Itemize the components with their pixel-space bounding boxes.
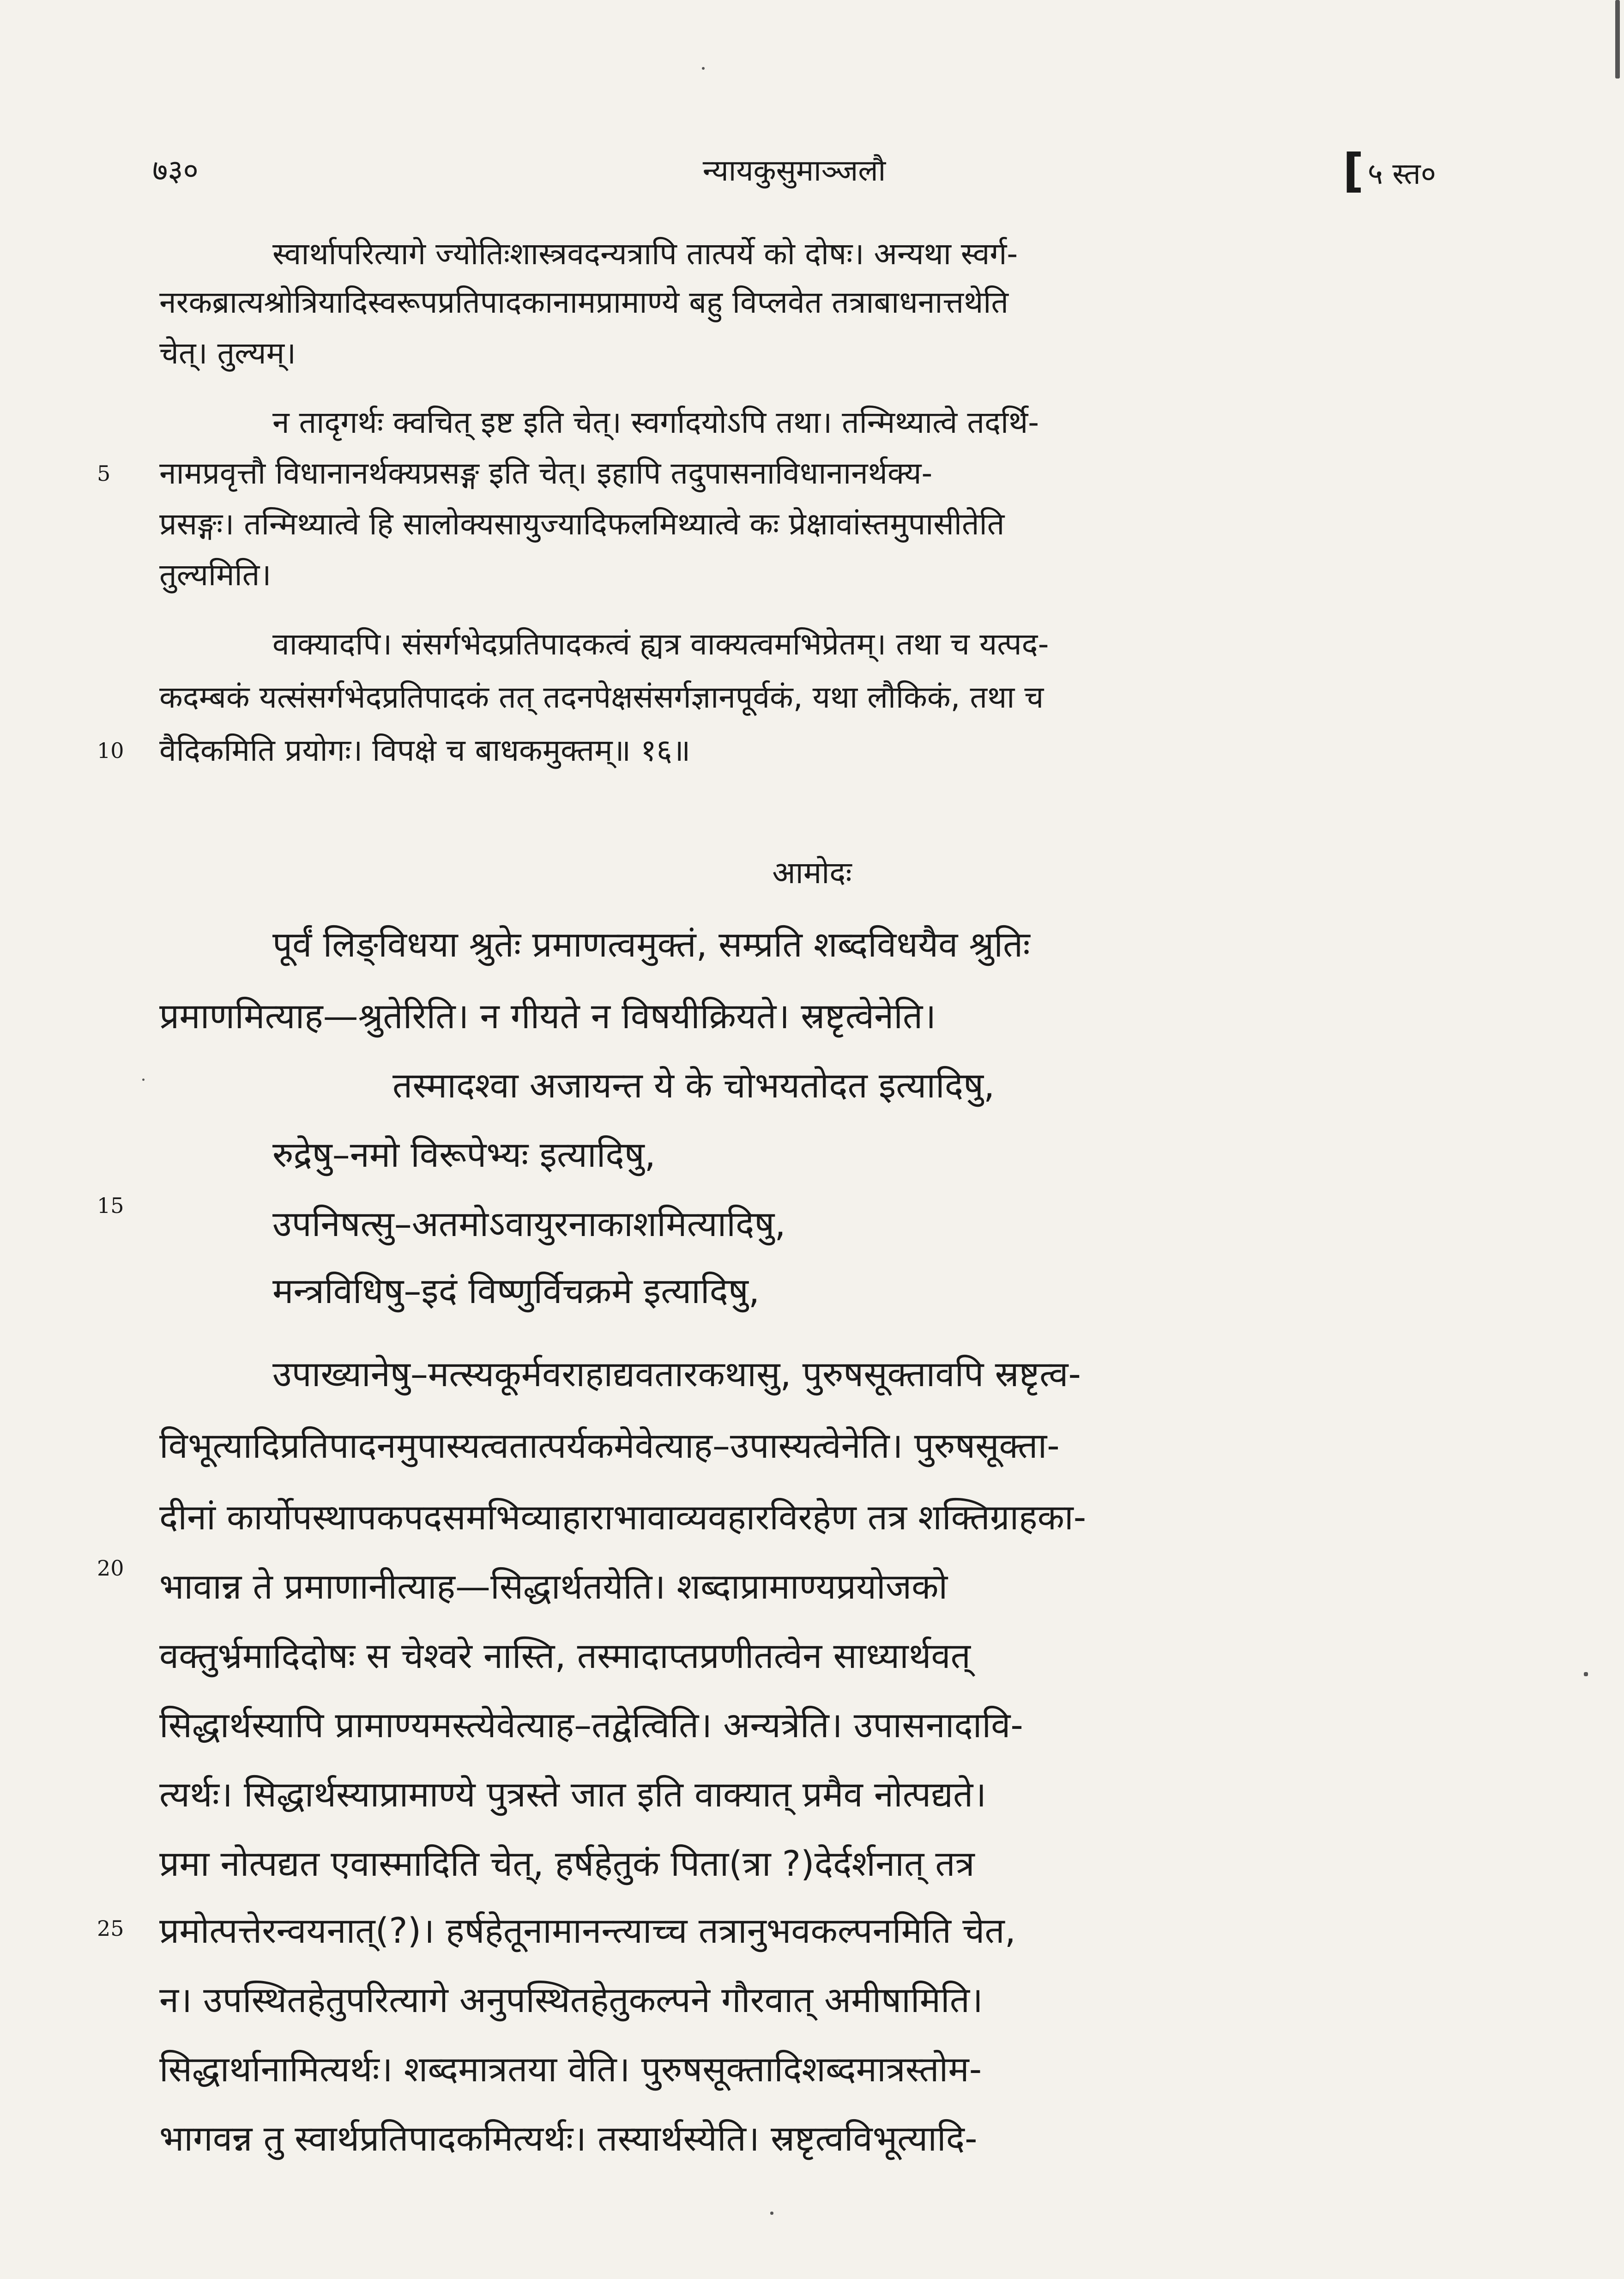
amoda-line: रुद्रेषु–नमो विरूपेभ्यः इत्यादिषु, bbox=[272, 1134, 656, 1175]
section-heading: आमोदः bbox=[772, 855, 852, 891]
amoda-line: वक्तुर्भ्रमादिदोषः स चेश्वरे नास्ति, तस्मादाप्तप्रणीतत्वेन साध्यार्थवत् bbox=[159, 1635, 971, 1676]
commentary-line: वैदिकमिति प्रयोगः। विपक्षे च बाधकमुक्तम्॥ १६॥ bbox=[159, 733, 691, 768]
margin-line-number: 25 bbox=[97, 1916, 124, 1941]
amoda-line: सिद्धार्थस्यापि प्रामाण्यमस्त्येवेत्याह–तद्वेत्विति। अन्यत्रेति। उपासनादावि- bbox=[159, 1704, 1023, 1746]
margin-line-number: 15 bbox=[97, 1193, 124, 1218]
amoda-line: दीनां कार्योपस्थापकपदसमभिव्याहाराभावाव्यवहारविरहेण तत्र शक्तिग्राहका- bbox=[159, 1497, 1087, 1538]
amoda-line: उपाख्यानेषु–मत्स्यकूर्मवराहाद्यवतारकथासु, पुरुषसूक्तावपि स्रष्टृत्व- bbox=[272, 1353, 1081, 1394]
amoda-line: प्रमाणमित्याह—श्रुतेरिति। न गीयते न विषयीक्रियते। स्रष्टृत्वेनेति। bbox=[159, 995, 936, 1036]
section-label bbox=[1343, 144, 1436, 198]
section-bracket: [ bbox=[1343, 144, 1364, 198]
scan-speck bbox=[142, 1079, 145, 1081]
margin-line-number: 20 bbox=[97, 1556, 124, 1581]
amoda-line: प्रमा नोत्पद्यत एवास्मादिति चेत्, हर्षहेतुकं पिता(त्रा ?)देर्दर्शनात् तत्र bbox=[159, 1843, 975, 1884]
amoda-line: उपनिषत्सु–अतमोऽवायुरनाकाशमित्यादिषु, bbox=[272, 1203, 786, 1244]
commentary-line: वाक्यादपि। संसर्गभेदप्रतिपादकत्वं ह्यत्र वाक्यत्वमभिप्रेतम्। तथा च यत्पद- bbox=[272, 626, 1049, 662]
amoda-line: त्यर्थः। सिद्धार्थस्याप्रामाण्ये पुत्रस्ते जात इति वाक्यात् प्रमैव नोत्पद्यते। bbox=[159, 1774, 987, 1815]
commentary-line: नामप्रवृत्तौ विधानानर्थक्यप्रसङ्ग इति चेत्। इहापि तदुपासनाविधानानर्थक्य- bbox=[159, 455, 933, 491]
scan-speck bbox=[770, 2212, 773, 2215]
scan-speck bbox=[702, 67, 705, 70]
commentary-line: कदम्बकं यत्संसर्गभेदप्रतिपादकं तत् तदनपेक्षसंसर्गज्ञानपूर्वकं, यथा लौकिकं, तथा च bbox=[159, 679, 1044, 715]
commentary-line: नरकब्रात्यश्रोत्रियादिस्वरूपप्रतिपादकानामप्रामाण्ये बहु विप्लवेत तत्राबाधनात्तथेति bbox=[159, 285, 1008, 320]
amoda-line: पूर्वं लिङ्विधया श्रुतेः प्रमाणत्वमुक्तं, सम्प्रति शब्दविधयैव श्रुतिः bbox=[272, 924, 1030, 965]
margin-line-number: 10 bbox=[97, 738, 124, 763]
amoda-line: मन्त्रविधिषु–इदं विष्णुर्विचक्रमे इत्यादिषु, bbox=[272, 1270, 760, 1311]
section-text: ५ स्त० bbox=[1367, 157, 1436, 191]
commentary-line: तुल्यमिति। bbox=[159, 557, 272, 593]
commentary-line: न तादृगर्थः क्वचित् इष्ट इति चेत्। स्वर्गादयोऽपि तथा। तन्मिथ्यात्वे तदर्थि- bbox=[272, 405, 1039, 440]
margin-line-number: 5 bbox=[97, 461, 111, 486]
commentary-line: स्वार्थापरित्यागे ज्योतिःशास्त्रवदन्यत्रापि तात्पर्ये को दोषः। अन्यथा स्वर्ग- bbox=[272, 236, 1018, 272]
commentary-line: चेत्। तुल्यम्। bbox=[159, 335, 296, 371]
amoda-line: न। उपस्थितहेतुपरित्यागे अनुपस्थितहेतुकल्पने गौरवात् अमीषामिति। bbox=[159, 1979, 983, 2020]
amoda-line: प्रमोत्पत्तेरन्वयनात्(?)। हर्षहेतूनामानन्त्याच्च तत्रानुभवकल्पनमिति चेत, bbox=[159, 1910, 1016, 1951]
page-header bbox=[152, 144, 1436, 199]
amoda-line: विभूत्यादिप्रतिपादनमुपास्यत्वतात्पर्यकमेवेत्याह–उपास्यत्वेनेति। पुरुषसूक्ता- bbox=[159, 1425, 1060, 1466]
page-number: ७३० bbox=[152, 154, 199, 188]
commentary-line: प्रसङ्गः। तन्मिथ्यात्वे हि सालोक्यसायुज्यादिफलमिथ्यात्वे कः प्रेक्षावांस्तमुपासीतेति bbox=[159, 506, 1005, 542]
running-title: न्यायकुसुमाञ्जलौ bbox=[702, 154, 886, 188]
scan-edge-mark bbox=[1615, 0, 1620, 79]
amoda-line: भावान्न ते प्रमाणानीत्याह—सिद्धार्थतयेति। शब्दाप्रामाण्यप्रयोजको bbox=[159, 1566, 948, 1607]
scan-speck bbox=[1584, 1672, 1588, 1676]
amoda-line: सिद्धार्थानामित्यर्थः। शब्दमात्रतया वेति। पुरुषसूक्तादिशब्दमात्रस्तोम- bbox=[159, 2049, 982, 2090]
amoda-line: तस्मादश्वा अजायन्त ये के चोभयतोदत इत्यादिषु, bbox=[392, 1065, 995, 1106]
amoda-line: भागवन्न तु स्वार्थप्रतिपादकमित्यर्थः। तस्यार्थस्येति। स्रष्टृत्वविभूत्यादि- bbox=[159, 2118, 978, 2159]
